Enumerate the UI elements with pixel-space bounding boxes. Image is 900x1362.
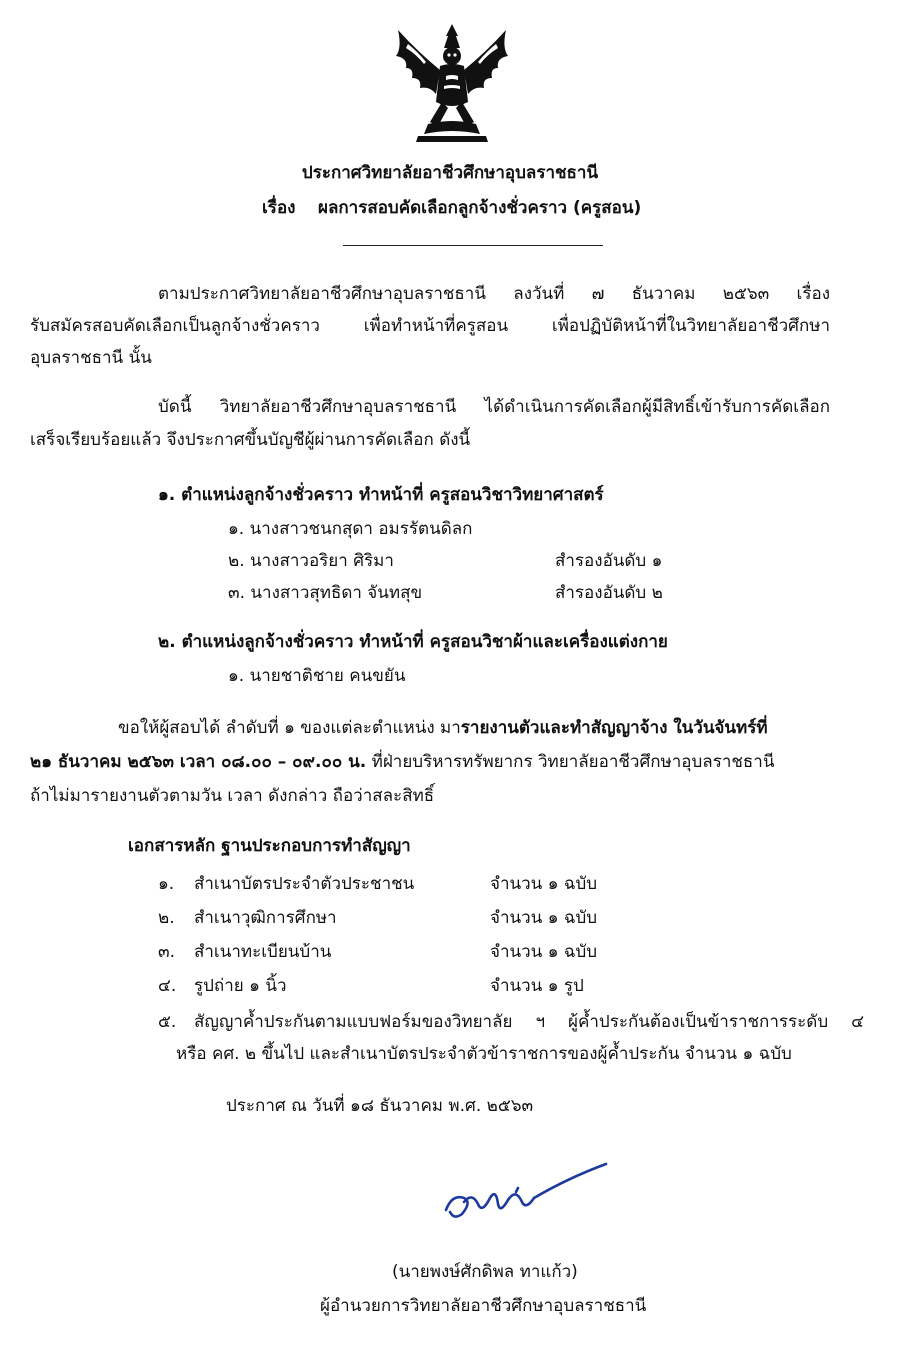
announce-line-1: บัดนี้ วิทยาลัยอาชีวศึกษาอุบลราชธานี ได้ดำเนินการคัดเลือกผู้มีสิทธิ์เข้ารับการคัดเลือก [158,397,830,417]
document-quantity: จำนวน ๑ ฉบับ [490,874,598,894]
document-quantity: จำนวน ๑ ฉบับ [490,908,598,928]
document-item: สำเนาวุฒิการศึกษา [194,908,337,928]
intro-line-1: ตามประกาศวิทยาลัยอาชีวศึกษาอุบลราชธานี ลงวันที่ ๗ ธันวาคม ๒๕๖๓ เรื่อง [158,284,830,304]
candidate-reserve-note: สำรองอันดับ ๑ [555,551,663,571]
candidate-reserve-note: สำรองอันดับ ๒ [555,583,663,603]
signatory-name: (นายพงษ์ศักดิพล ทาแก้ว) [392,1262,578,1282]
report-line-1-text: ขอให้ผู้สอบได้ ลำดับที่ ๑ ของแต่ละตำแหน่ง มา [118,718,461,738]
document-item: สำเนาทะเบียนบ้าน [194,942,332,962]
document-number: ๓. [158,942,176,962]
subject-text: ผลการสอบคัดเลือกลูกจ้างชั่วคราว (ครูสอน) [318,198,642,218]
announcement-title: ประกาศวิทยาลัยอาชีวศึกษาอุบลราชธานี [301,163,599,183]
report-location: ที่ฝ่ายบริหารทรัพยากร วิทยาลัยอาชีวศึกษาอุบลราชธานี [366,752,775,772]
document-number: ๒. [158,908,175,928]
report-line-3: ถ้าไม่มารายงานตัวตามวัน เวลา ดังกล่าว ถือว่าสละสิทธิ์ [30,786,435,806]
title-divider [343,245,603,246]
document-number: ๕. [158,1012,177,1032]
document-number: ๑. [158,874,175,894]
document-quantity: จำนวน ๑ ฉบับ [490,942,598,962]
document-item-5-line-2: หรือ คศ. ๒ ขึ้นไป และสำเนาบัตรประจำตัวข้าราชการของผู้ค้ำประกัน จำนวน ๑ ฉบับ [176,1044,792,1064]
candidate-name: ๑. นายชาติชาย คนขยัน [228,666,406,686]
position-heading: ๑. ตำแหน่งลูกจ้างชั่วคราว ทำหน้าที่ ครูสอนวิชาวิทยาศาสตร์ [158,485,604,505]
garuda-emblem-icon [388,22,516,146]
report-line-2 [30,750,774,774]
document-item-5-line-1: สัญญาค้ำประกันตามแบบฟอร์มของวิทยาลัย ฯ ผู้ค้ำประกันต้องเป็นข้าราชการระดับ ๔ [194,1012,864,1032]
intro-line-2: รับสมัครสอบคัดเลือกเป็นลูกจ้างชั่วคราว เพื่อทำหน้าที่ครูสอน เพื่อปฏิบัติหน้าที่ในวิทยาลัยอาชีวศึกษา [30,316,830,336]
documents-heading: เอกสารหลัก ฐานประกอบการทำสัญญา [128,836,411,856]
report-line-1-emphasis: รายงานตัวและทำสัญญาจ้าง ในวันจันทร์ที่ [460,718,768,738]
candidate-name: ๓. นางสาวสุทธิดา จันทสุข [228,583,423,603]
signatory-title: ผู้อำนวยการวิทยาลัยอาชีวศึกษาอุบลราชธานี [320,1296,647,1316]
document-item: รูปถ่าย ๑ นิ้ว [194,976,287,996]
position-heading: ๒. ตำแหน่งลูกจ้างชั่วคราว ทำหน้าที่ ครูสอนวิชาผ้าและเครื่องแต่งกาย [158,632,668,652]
announcement-date: ประกาศ ณ วันที่ ๑๘ ธันวาคม พ.ศ. ๒๕๖๓ [226,1096,534,1116]
document-item: สำเนาบัตรประจำตัวประชาชน [194,874,415,894]
announce-line-2: เสร็จเรียบร้อยแล้ว จึงประกาศขึ้นบัญชีผู้ผ่านการคัดเลือก ดังนี้ [30,430,471,450]
handwritten-signature-icon [438,1158,614,1234]
report-line-1 [118,716,768,740]
candidate-name: ๒. นางสาวอริยา ศิริมา [228,551,394,571]
subject-label: เรื่อง [262,198,296,218]
document-quantity: จำนวน ๑ รูป [490,976,584,996]
report-date-time: ๒๑ ธันวาคม ๒๕๖๓ เวลา ๐๘.๐๐ – ๐๙.๐๐ น. [30,752,367,772]
intro-line-3: อุบลราชธานี นั้น [30,348,152,368]
candidate-name: ๑. นางสาวชนกสุดา อมรรัตนดิลก [228,519,473,539]
document-number: ๔. [158,976,177,996]
